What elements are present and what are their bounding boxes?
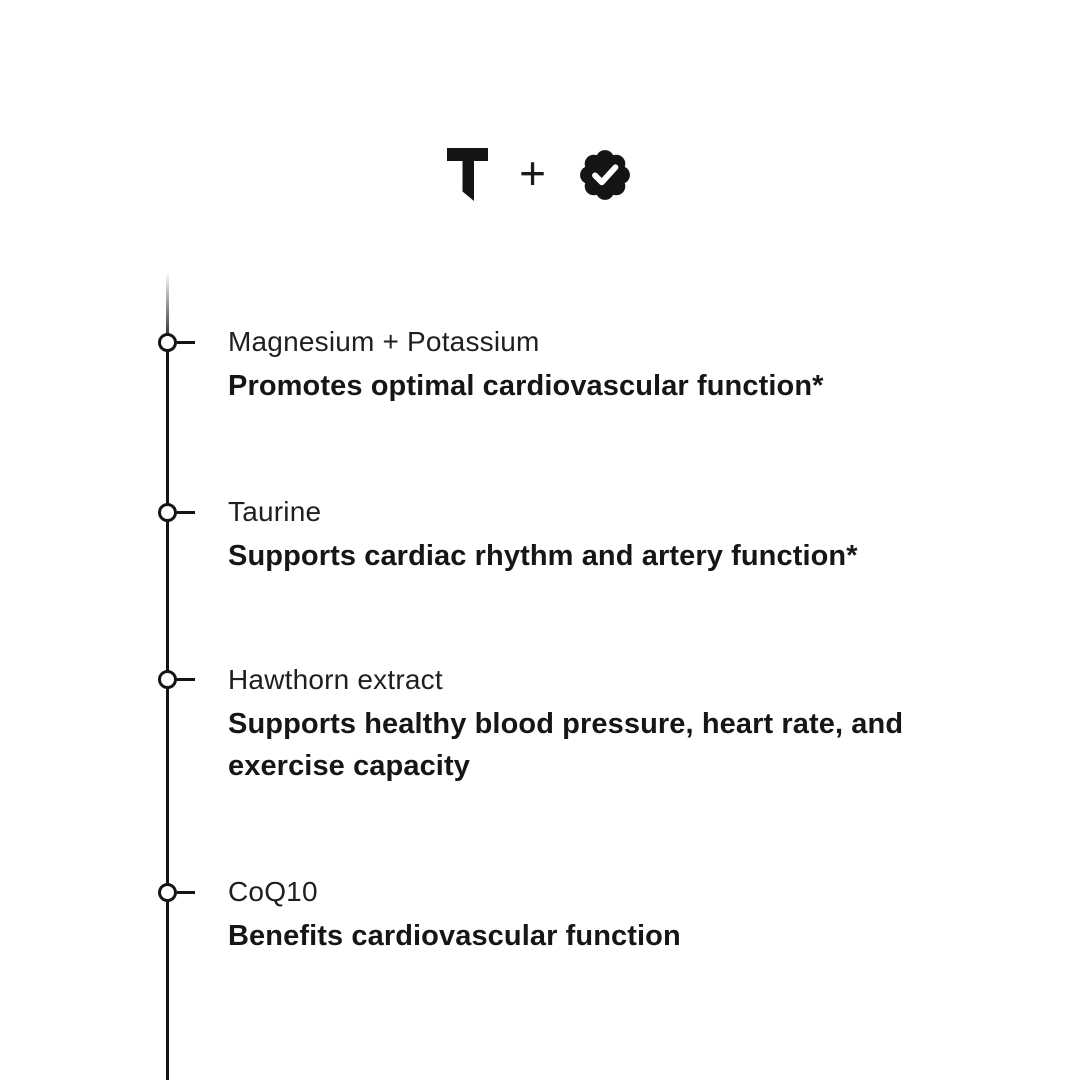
timeline-node-3 <box>158 670 198 690</box>
ingredient-name: CoQ10 <box>228 876 318 907</box>
node-circle-icon <box>158 503 177 522</box>
ingredient-item <box>228 489 933 577</box>
ingredient-benefit: Supports healthy blood pressure, heart rate, and exercise capacity <box>228 708 904 782</box>
timeline-node-4 <box>158 883 198 903</box>
node-circle-icon <box>158 670 177 689</box>
timeline-node-1 <box>158 333 198 353</box>
node-tick <box>177 678 195 681</box>
ingredient-item <box>228 657 933 787</box>
ingredient-benefit: Promotes optimal cardiovascular function* <box>228 370 824 402</box>
ingredient-item <box>228 869 933 957</box>
ingredient-benefit: Benefits cardiovascular function <box>228 920 681 952</box>
ingredient-name: Taurine <box>228 496 322 527</box>
node-tick <box>177 341 195 344</box>
node-tick <box>177 891 195 894</box>
ingredient-name: Magnesium + Potassium <box>228 326 540 357</box>
ingredient-item <box>228 319 933 407</box>
verified-badge-icon <box>576 146 634 204</box>
node-tick <box>177 511 195 514</box>
plus-separator: + <box>519 147 546 199</box>
node-circle-icon <box>158 333 177 352</box>
ingredient-name: Hawthorn extract <box>228 664 443 695</box>
node-circle-icon <box>158 883 177 902</box>
t-logo-icon <box>446 148 489 202</box>
brand-lockup <box>0 146 1080 204</box>
timeline-node-2 <box>158 503 198 523</box>
ingredient-benefit: Supports cardiac rhythm and artery function* <box>228 540 858 572</box>
